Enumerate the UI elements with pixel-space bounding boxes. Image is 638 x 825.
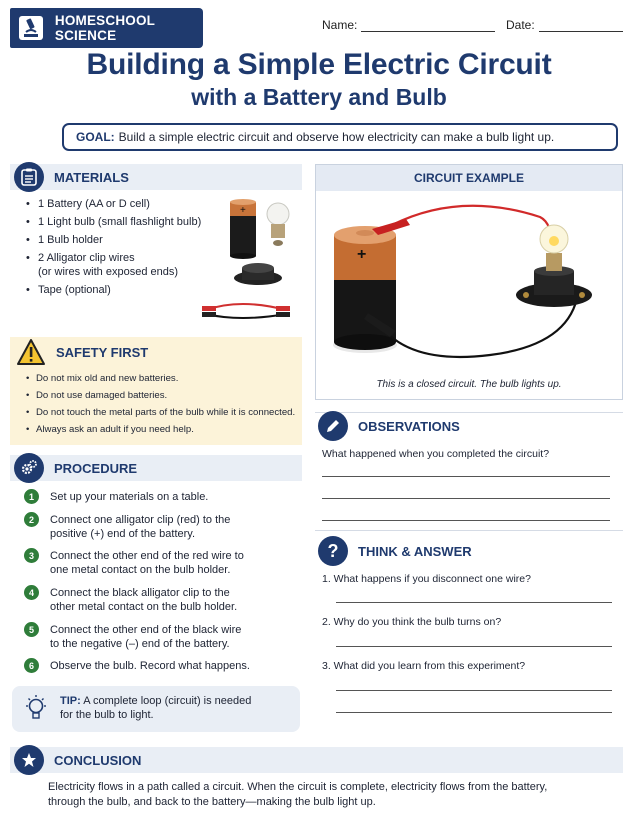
star-icon [14, 745, 44, 775]
procedure-step: 6 Observe the bulb. Record what happens. [24, 659, 250, 673]
name-label: Name: [322, 18, 358, 32]
safety-box [10, 337, 302, 445]
lightbulb-icon [24, 694, 48, 724]
divider [315, 530, 623, 531]
answer-line[interactable] [336, 690, 612, 691]
list-item: • 2 Alligator clip wires (or wires with exposed ends) [24, 251, 224, 279]
answer-line[interactable] [336, 646, 612, 647]
answer-line[interactable] [322, 520, 610, 521]
brand-banner [10, 8, 203, 48]
procedure-step: 2 Connect one alligator clip (red) to the positive (+) end of the battery. [24, 513, 230, 541]
circuit-heading: CIRCUIT EXAMPLE [316, 165, 622, 191]
answer-line[interactable] [322, 498, 610, 499]
question-3: 3. What did you learn from this experiment? [322, 660, 526, 672]
answer-line[interactable] [322, 476, 610, 477]
safety-header [16, 339, 148, 365]
materials-illustration [200, 192, 300, 328]
gears-icon [14, 453, 44, 483]
procedure-step: 5 Connect the other end of the black wire to the negative (–) end of the battery. [24, 623, 241, 651]
page-subtitle: with a Battery and Bulb [191, 84, 447, 110]
brand-name: HOMESCHOOL SCIENCE [54, 13, 155, 43]
list-item: • Do not touch the metal parts of the bulb while it is connected. [24, 407, 304, 419]
name-line[interactable] [361, 20, 495, 32]
page-title: Building a Simple Electric Circuit [86, 48, 552, 81]
date-line[interactable] [539, 20, 623, 32]
battery-plus: + [357, 246, 367, 263]
tip-text: TIP: A complete loop (circuit) is needed for the bulb to light. [60, 695, 252, 721]
list-item: • Do not use damaged batteries. [24, 390, 304, 402]
list-item: • Always ask an adult if you need help. [24, 424, 304, 436]
goal-box [62, 123, 618, 151]
list-item: • 1 Bulb holder [24, 233, 224, 247]
warning-icon [16, 338, 46, 366]
date-field[interactable] [506, 18, 623, 32]
tip-box [12, 686, 300, 732]
materials-header [14, 164, 129, 190]
safety-list [24, 373, 304, 441]
observations-heading: OBSERVATIONS [358, 418, 460, 434]
conclusion-text: Electricity flows in a path called a circuit. When the circuit is complete, electricity flows from the battery, through the bulb, and back to the battery—making the bulb light up. [48, 781, 548, 808]
materials-heading: MATERIALS [54, 169, 129, 185]
circuit-illustration [320, 195, 618, 375]
date-label: Date: [506, 18, 535, 32]
safety-heading: SAFETY FIRST [56, 344, 149, 360]
circuit-caption: This is a closed circuit. The bulb lights up. [376, 379, 562, 390]
name-field[interactable] [322, 18, 495, 32]
circuit-example-box [315, 164, 623, 400]
observations-header [318, 413, 460, 439]
svg-text:+: + [240, 205, 246, 216]
list-item: • Do not mix old and new batteries. [24, 373, 304, 385]
microscope-icon [18, 13, 45, 43]
question-1: 1. What happens if you disconnect one wire? [322, 573, 531, 585]
procedure-step: 1 Set up your materials on a table. [24, 490, 208, 504]
question-2: 2. Why do you think the bulb turns on? [322, 616, 502, 628]
procedure-header [14, 455, 137, 481]
pencil-icon [318, 411, 348, 441]
list-item: • 1 Battery (AA or D cell) [24, 197, 224, 211]
clipboard-icon [14, 162, 44, 192]
procedure-step: 3 Connect the other end of the red wire to one metal contact on the bulb holder. [24, 549, 244, 577]
goal-label: GOAL: [76, 130, 115, 144]
think-header [318, 538, 472, 564]
question-icon: ? [318, 536, 348, 566]
procedure-heading: PROCEDURE [54, 460, 138, 476]
conclusion-header [14, 747, 141, 773]
observations-prompt: What happened when you completed the circuit? [322, 448, 550, 460]
conclusion-heading: CONCLUSION [54, 752, 142, 768]
procedure-step: 4 Connect the black alligator clip to the other metal contact on the bulb holder. [24, 586, 237, 614]
list-item: • Tape (optional) [24, 283, 224, 297]
think-heading: THINK & ANSWER [358, 543, 472, 559]
goal-text: Build a simple electric circuit and observe how electricity can make a bulb light up. [118, 130, 555, 144]
answer-line[interactable] [336, 602, 612, 603]
materials-list [24, 197, 224, 301]
answer-line[interactable] [336, 712, 612, 713]
list-item: • 1 Light bulb (small flashlight bulb) [24, 215, 224, 229]
